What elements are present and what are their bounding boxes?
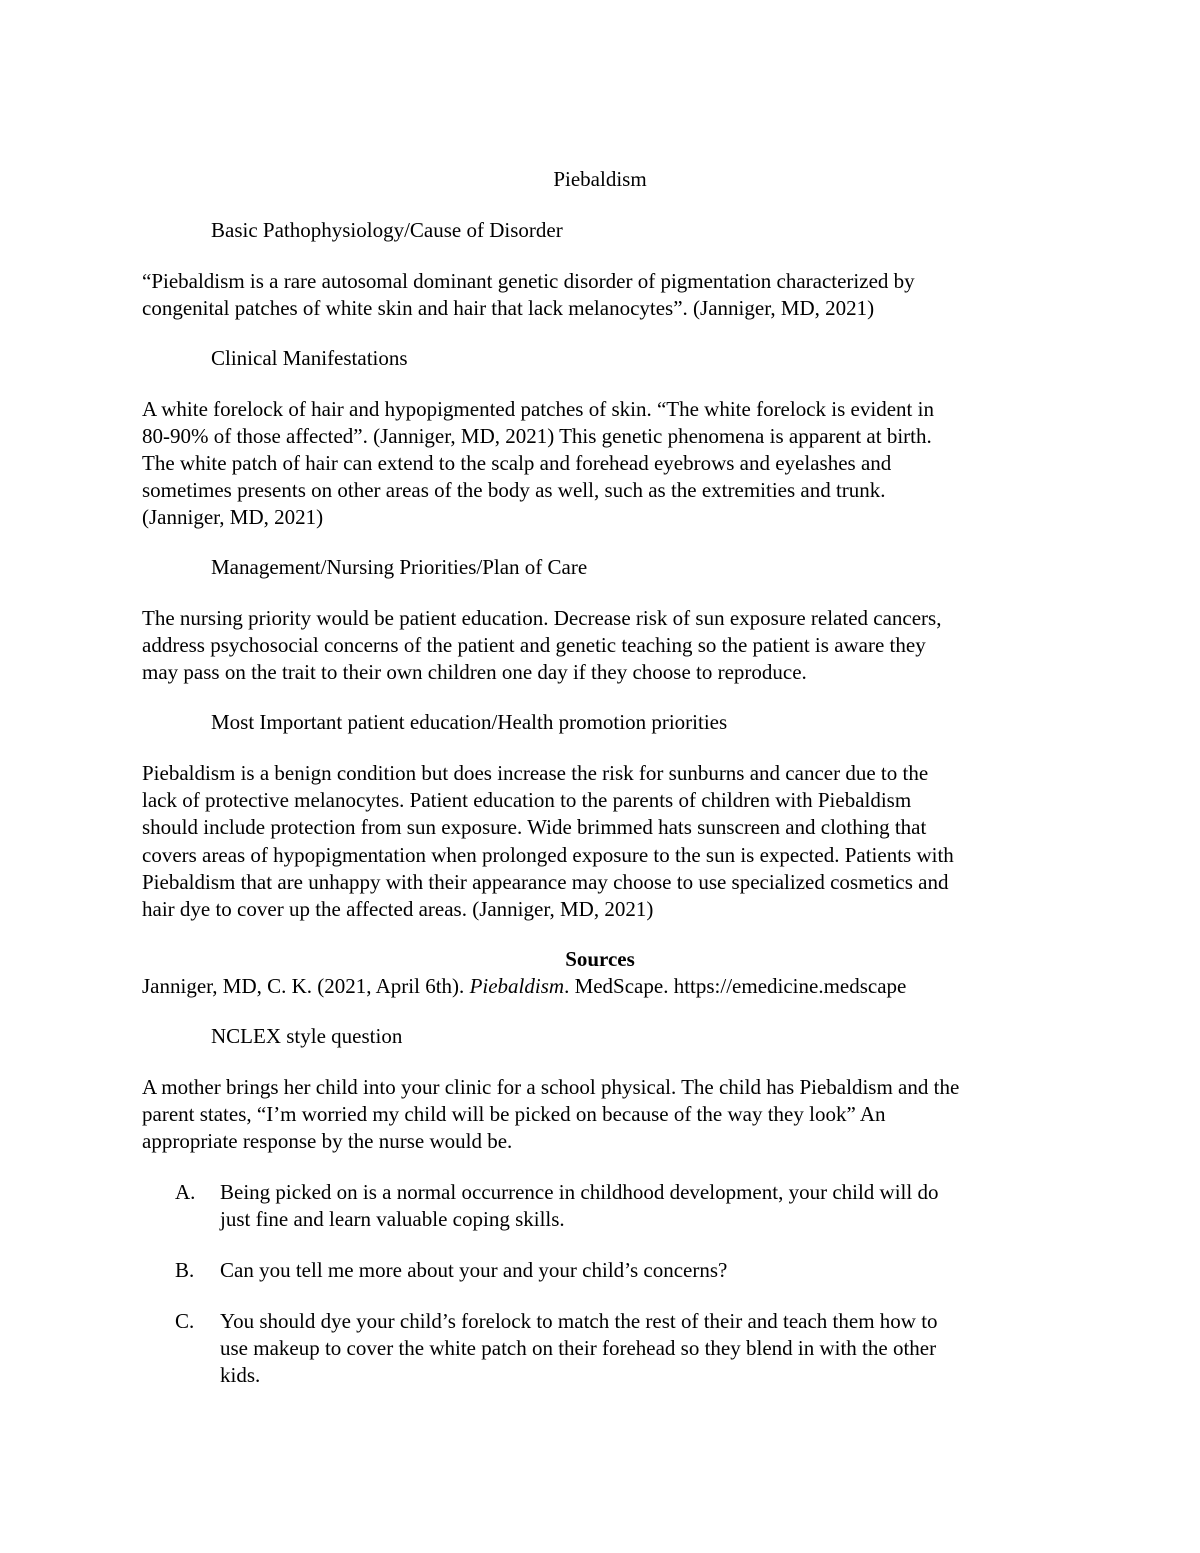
option-letter-a: A. (175, 1180, 196, 1204)
citation-rest: . MedScape. https://emedicine.medscape (564, 974, 907, 998)
paragraph-line: sometimes presents on other areas of the body as well, such as the extremities and trunk. (142, 478, 886, 502)
citation-title: Piebaldism (469, 974, 565, 998)
paragraph-line: A white forelock of hair and hypopigmented patches of skin. “The white forelock is evident in (142, 397, 934, 421)
document-title: Piebaldism (553, 167, 647, 191)
paragraph-line: congenital patches of white skin and hair that lack melanocytes”. (Janniger, MD, 2021) (142, 296, 875, 320)
option-letter-b: B. (175, 1258, 195, 1282)
question-stem-line: parent states, “I’m worried my child will be picked on because of the way they look” An (142, 1102, 886, 1126)
section-heading-education: Most Important patient education/Health promotion priorities (211, 710, 728, 734)
paragraph-line: covers areas of hypopigmentation when prolonged exposure to the sun is expected. Patients with (142, 843, 954, 867)
option-letter-c: C. (175, 1309, 195, 1333)
option-c-line: You should dye your child’s forelock to match the rest of their and teach them how to (220, 1309, 938, 1333)
paragraph-line: may pass on the trait to their own children one day if they choose to reproduce. (142, 660, 807, 684)
option-c-line: kids. (220, 1363, 261, 1387)
option-b-line: Can you tell me more about your and your child’s concerns? (220, 1258, 728, 1282)
question-stem-line: A mother brings her child into your clinic for a school physical. The child has Piebaldism and the (142, 1075, 960, 1099)
section-heading-management: Management/Nursing Priorities/Plan of Care (211, 555, 588, 579)
paragraph-line: The white patch of hair can extend to the scalp and forehead eyebrows and eyelashes and (142, 451, 892, 475)
option-a-line: Being picked on is a normal occurrence in childhood development, your child will do (220, 1180, 939, 1204)
section-heading-nclex: NCLEX style question (211, 1024, 403, 1048)
citation-author: Janniger, MD, C. K. (2021, April 6th). (142, 974, 470, 998)
paragraph-line: (Janniger, MD, 2021) (142, 505, 324, 529)
paragraph-line: Piebaldism that are unhappy with their appearance may choose to use specialized cosmetics and (142, 870, 949, 894)
section-heading-pathophysiology: Basic Pathophysiology/Cause of Disorder (211, 218, 563, 242)
paragraph-line: The nursing priority would be patient education. Decrease risk of sun exposure related cancers, (142, 606, 942, 630)
paragraph-line: lack of protective melanocytes. Patient education to the parents of children with Piebaldism (142, 788, 912, 812)
option-c-line: use makeup to cover the white patch on their forehead so they blend in with the other (220, 1336, 937, 1360)
paragraph-line: 80-90% of those affected”. (Janniger, MD, 2021) This genetic phenomena is apparent at birth. (142, 424, 932, 448)
paragraph-line: hair dye to cover up the affected areas. (Janniger, MD, 2021) (142, 897, 654, 921)
question-stem-line: appropriate response by the nurse would be. (142, 1129, 513, 1153)
paragraph-line: address psychosocial concerns of the patient and genetic teaching so the patient is aware they (142, 633, 926, 657)
option-a-line: just fine and learn valuable coping skills. (220, 1207, 565, 1231)
paragraph-line: “Piebaldism is a rare autosomal dominant genetic disorder of pigmentation characterized by (142, 269, 915, 293)
paragraph-line: should include protection from sun exposure. Wide brimmed hats sunscreen and clothing that (142, 815, 927, 839)
source-citation (142, 973, 906, 1000)
paragraph-line: Piebaldism is a benign condition but does increase the risk for sunburns and cancer due to the (142, 761, 929, 785)
section-heading-clinical: Clinical Manifestations (211, 346, 408, 370)
sources-heading: Sources (565, 947, 635, 971)
